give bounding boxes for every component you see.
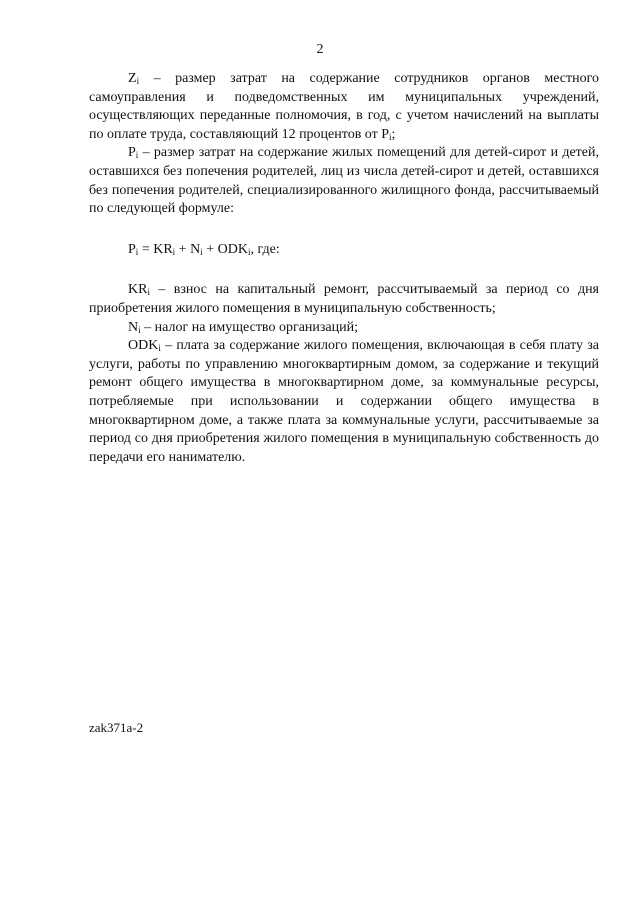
paragraph-kr-definition: $KR_i$ – взнос на капитальный ремонт, рассчитываемый за период со дня приобретения жилого помещения в муниципальную собственность; (89, 282, 599, 316)
paragraph-z-definition: $Z_i$ – размер затрат на содержание сотрудников органов местного самоуправления и подведомственных им муниципальных учреждений, осуществляющих переданные полномочия, в год, с учетом начислений на выплаты по оплате труда, составляющий 12 процентов от $P_i$; (89, 71, 599, 142)
formula: $P_i = KR_i + N_i + ODK_i$, где: (128, 241, 280, 257)
paragraph-p-definition: $P_i$ – размер затрат на содержание жилых помещений для детей-сирот и детей, оставшихся без попечения родителей, лиц из числа детей-сирот и детей, оставшихся без попечения родителей, специализированного жилищного фонда, рассчитываемый по следующей формуле: (89, 145, 599, 217)
page-number: 2 (316, 42, 324, 57)
paragraph-odk-definition: $ODK_i$ – плата за содержание жилого помещения, включающая в себя плату за услуги, работы по управлению многоквартирным домом, за содержание и текущий ремонт общего имущества в многоквартирном доме, за коммунальные ресурсы, потребляемые при использовании и содержании общего имущества в многоквартирном доме, а также плата за коммунальные услуги, рассчитываемые за период со дня приобретения жилого помещения в муниципальную собственность до передачи его нанимателю. (89, 338, 599, 465)
footer-document-code: zak371a-2 (89, 720, 144, 735)
paragraph-n-definition: $N_i$ – налог на имущество организаций; (128, 319, 358, 335)
document-body (89, 70, 599, 467)
